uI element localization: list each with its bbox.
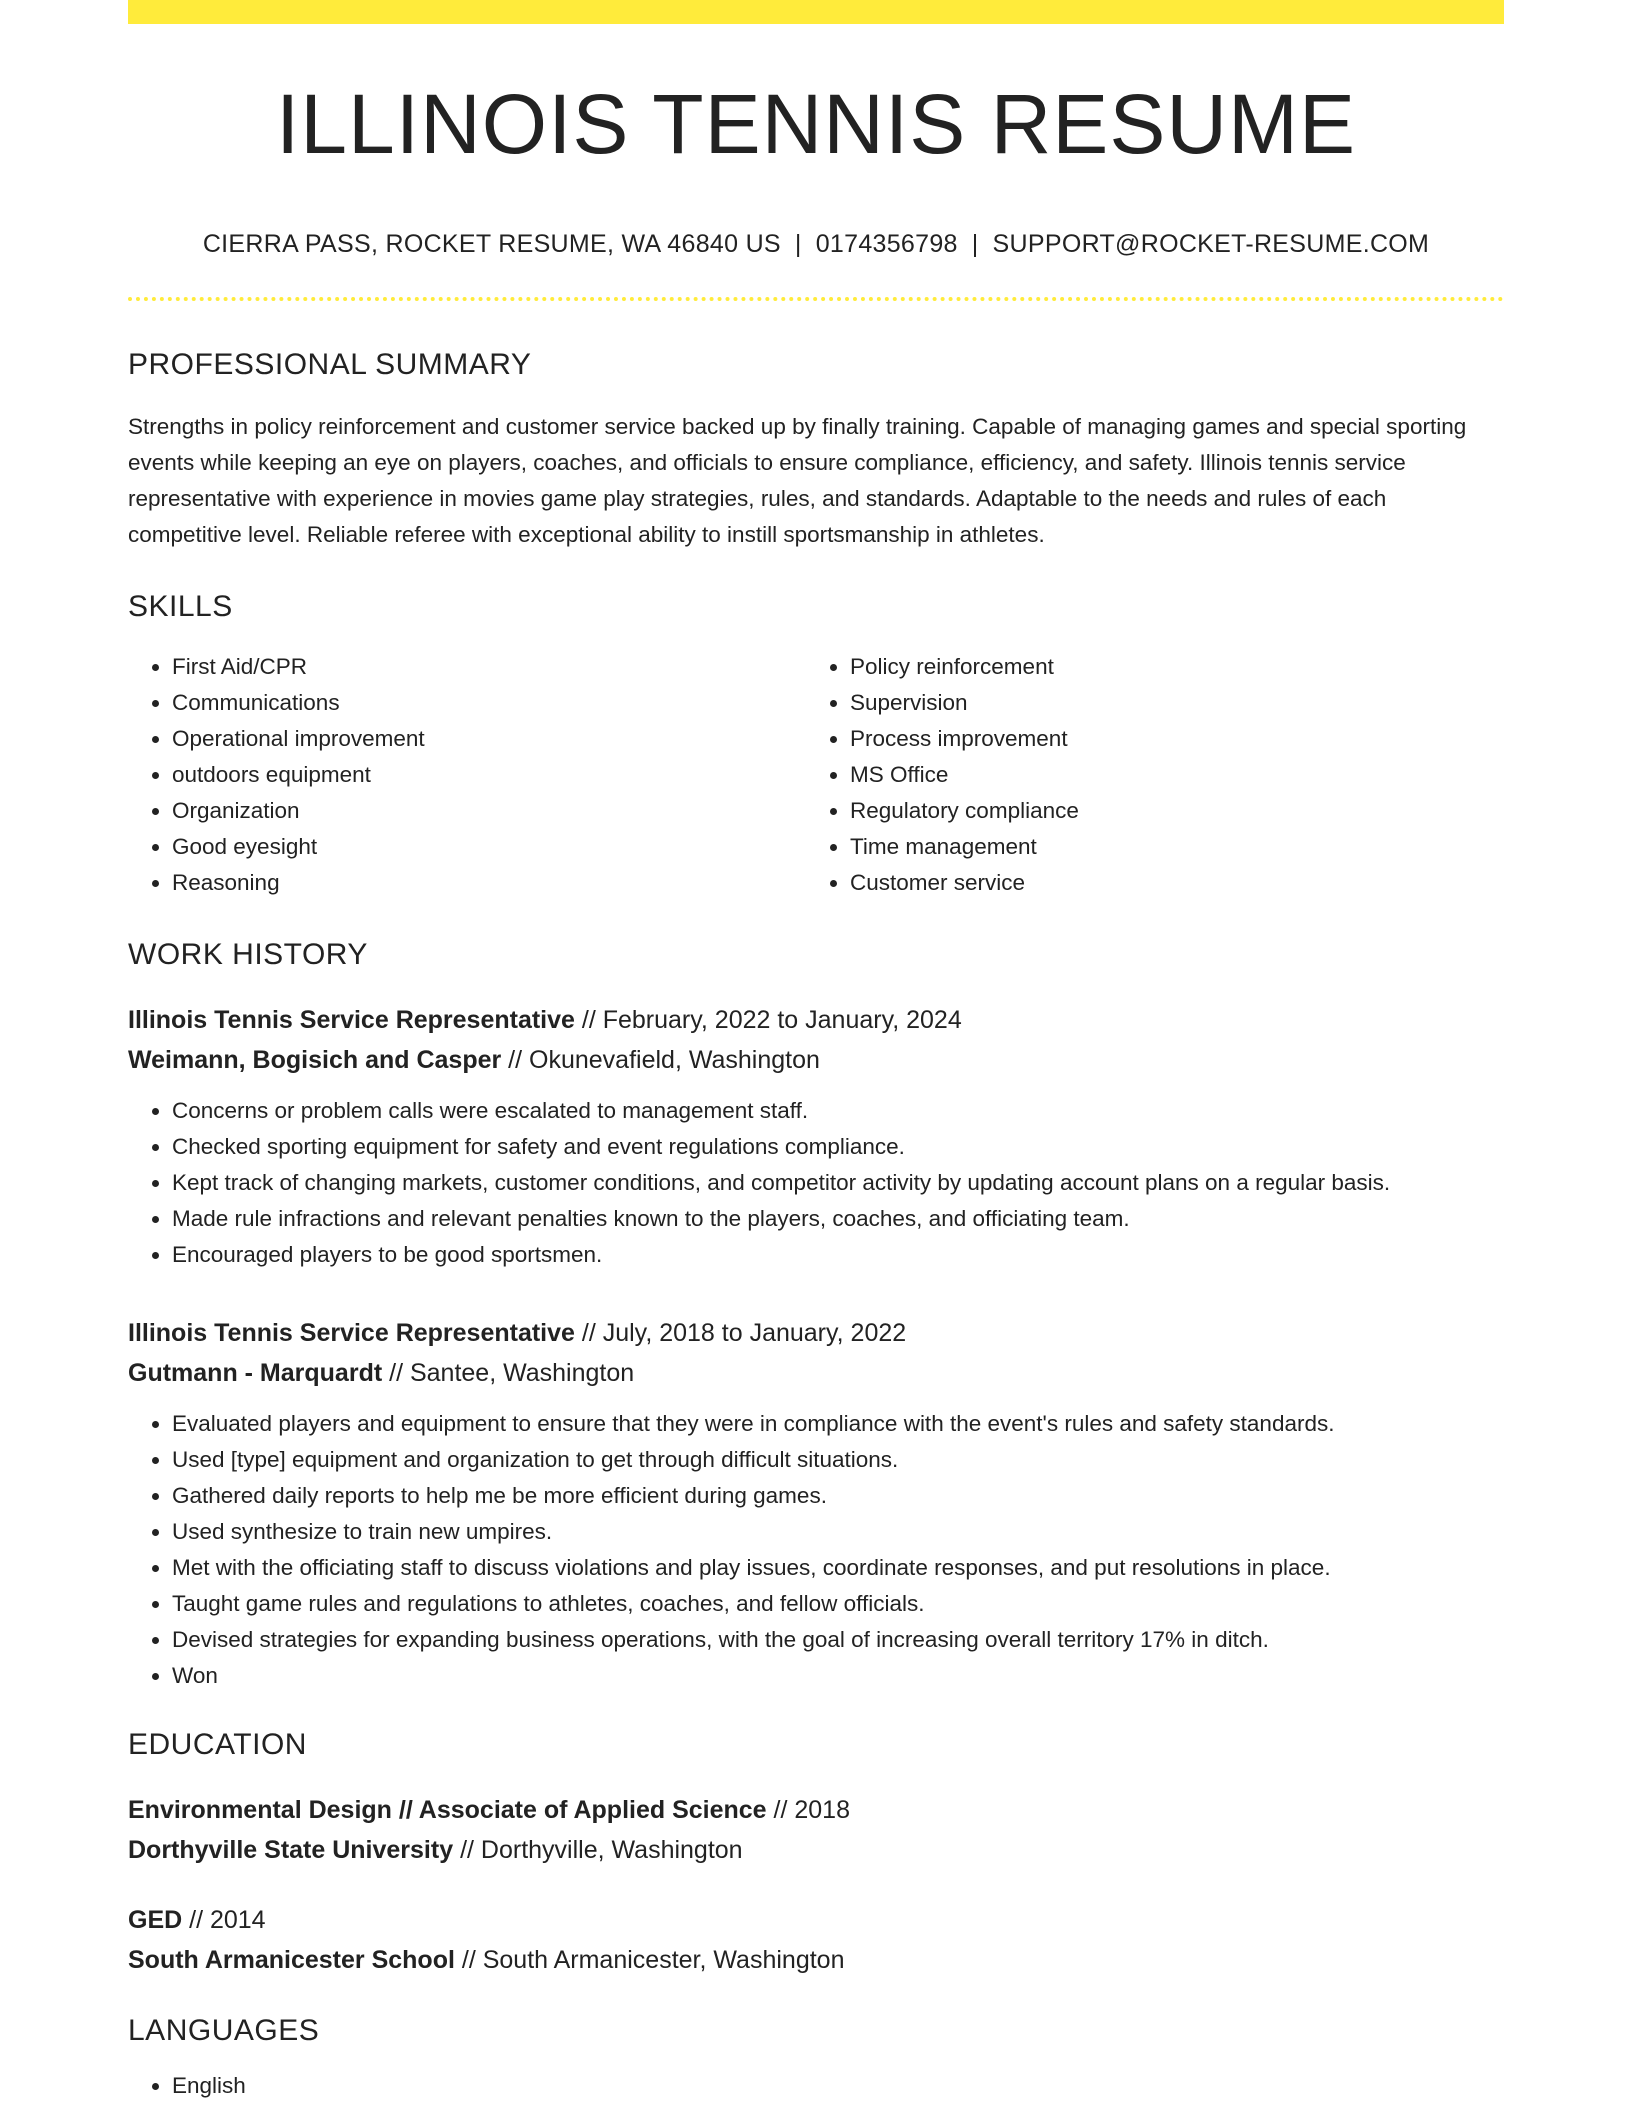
job-bullet: • Encouraged players to be good sportsmen. (172, 1237, 1504, 1273)
job-bullets (128, 1406, 1504, 1694)
skill-item: • Supervision (850, 685, 1484, 721)
resume-page (128, 0, 1504, 2104)
job-bullet: • Kept track of changing markets, customer conditions, and competitor activity by updating account plans on a regular basis. (172, 1165, 1504, 1201)
skills-column-left (128, 649, 806, 901)
skill-item: • Time management (850, 829, 1484, 865)
job-company: Weimann, Bogisich and Casper (128, 1046, 502, 1074)
education-degree: GED (128, 1906, 183, 1934)
contact-separator: | (794, 230, 802, 258)
job-location: // Santee, Washington (382, 1359, 635, 1387)
education-school: South Armanicester School (128, 1946, 455, 1974)
job-role: Illinois Tennis Service Representative (128, 1319, 575, 1347)
education-entry (128, 1900, 1504, 1980)
education-school-line (128, 1940, 1504, 1980)
skill-item: • Organization (172, 793, 806, 829)
job-dates: // February, 2022 to January, 2024 (574, 1006, 962, 1034)
skill-item: • Customer service (850, 865, 1484, 901)
contact-address: CIERRA PASS, ROCKET RESUME, WA 46840 US (202, 230, 781, 258)
job-dates: // July, 2018 to January, 2022 (574, 1319, 907, 1347)
job-header (128, 1313, 1504, 1393)
education-location: // Dorthyville, Washington (453, 1836, 743, 1864)
skills-column-right (806, 649, 1484, 901)
education-degree: Environmental Design // Associate of Applied Science (128, 1796, 767, 1824)
skills-list (128, 649, 1504, 901)
skill-item: • Operational improvement (172, 721, 806, 757)
dotted-divider (128, 297, 1504, 301)
job-role-line (128, 1313, 1504, 1353)
skill-item: • First Aid/CPR (172, 649, 806, 685)
job-role-line (128, 1000, 1504, 1040)
education-entry (128, 1790, 1504, 1870)
job-company-line (128, 1353, 1504, 1393)
job-company-line (128, 1040, 1504, 1080)
language-item: • English (172, 2068, 1504, 2104)
education-degree-line (128, 1900, 1504, 1940)
skill-item: • Regulatory compliance (850, 793, 1484, 829)
education-heading: EDUCATION (128, 1728, 307, 1761)
skill-item: • Reasoning (172, 865, 806, 901)
skill-item: • outdoors equipment (172, 757, 806, 793)
education-year: // 2018 (766, 1796, 850, 1824)
job-bullet: • Used synthesize to train new umpires. (172, 1514, 1504, 1550)
education-degree-line (128, 1790, 1504, 1830)
education-year: // 2014 (182, 1906, 266, 1934)
job-bullets (128, 1093, 1504, 1273)
job-bullet: • Evaluated players and equipment to ensure that they were in compliance with the event's rules and safety standards. (172, 1406, 1504, 1442)
summary-heading: PROFESSIONAL SUMMARY (128, 348, 532, 381)
job-company: Gutmann - Marquardt (128, 1359, 383, 1387)
job-bullet: • Taught game rules and regulations to athletes, coaches, and fellow officials. (172, 1586, 1504, 1622)
education-location: // South Armanicester, Washington (454, 1946, 845, 1974)
skills-heading: SKILLS (128, 590, 233, 623)
skill-item: • Good eyesight (172, 829, 806, 865)
education-school-line (128, 1830, 1504, 1870)
job-bullet: • Made rule infractions and relevant penalties known to the players, coaches, and officiating team. (172, 1201, 1504, 1237)
job-role: Illinois Tennis Service Representative (128, 1006, 575, 1034)
work-history-heading: WORK HISTORY (128, 938, 368, 971)
contact-separator: | (971, 230, 979, 258)
job-bullet: • Met with the officiating staff to discuss violations and play issues, coordinate responses, and put resolutions in place. (172, 1550, 1504, 1586)
job-bullet: • Gathered daily reports to help me be more efficient during games. (172, 1478, 1504, 1514)
job-header (128, 1000, 1504, 1080)
languages-list (128, 2068, 1504, 2104)
job-bullet: • Used [type] equipment and organization to get through difficult situations. (172, 1442, 1504, 1478)
skill-item: • MS Office (850, 757, 1484, 793)
education-school: Dorthyville State University (128, 1836, 454, 1864)
resume-title: ILLINOIS TENNIS RESUME (275, 77, 1357, 171)
job-bullet: • Devised strategies for expanding business operations, with the goal of increasing overall territory 17% in ditch. (172, 1622, 1504, 1658)
skill-item: • Policy reinforcement (850, 649, 1484, 685)
contact-phone: 0174356798 (815, 230, 958, 258)
job-location: // Okunevafield, Washington (501, 1046, 820, 1074)
skill-item: • Process improvement (850, 721, 1484, 757)
accent-top-bar (128, 0, 1504, 24)
contact-email: SUPPORT@ROCKET-RESUME.COM (992, 230, 1430, 258)
job-bullet: • Concerns or problem calls were escalated to management staff. (172, 1093, 1504, 1129)
skill-item: • Communications (172, 685, 806, 721)
job-bullet: • Won (172, 1658, 1504, 1694)
contact-line (128, 232, 1504, 257)
summary-text: Strengths in policy reinforcement and customer service backed up by finally training. Capable of managing games and special sporting events while keeping an eye on players, coaches, and officials to ensure compliance, efficiency, and safety. Illinois tennis service representative with experience in movies game play strategies, rules, and standards. Adaptable to the needs and rules of each competitive level. Reliable referee with exceptional ability to instill sportsmanship in athletes. (128, 414, 1467, 547)
job-bullet: • Checked sporting equipment for safety and event regulations compliance. (172, 1129, 1504, 1165)
languages-heading: LANGUAGES (128, 2014, 320, 2047)
